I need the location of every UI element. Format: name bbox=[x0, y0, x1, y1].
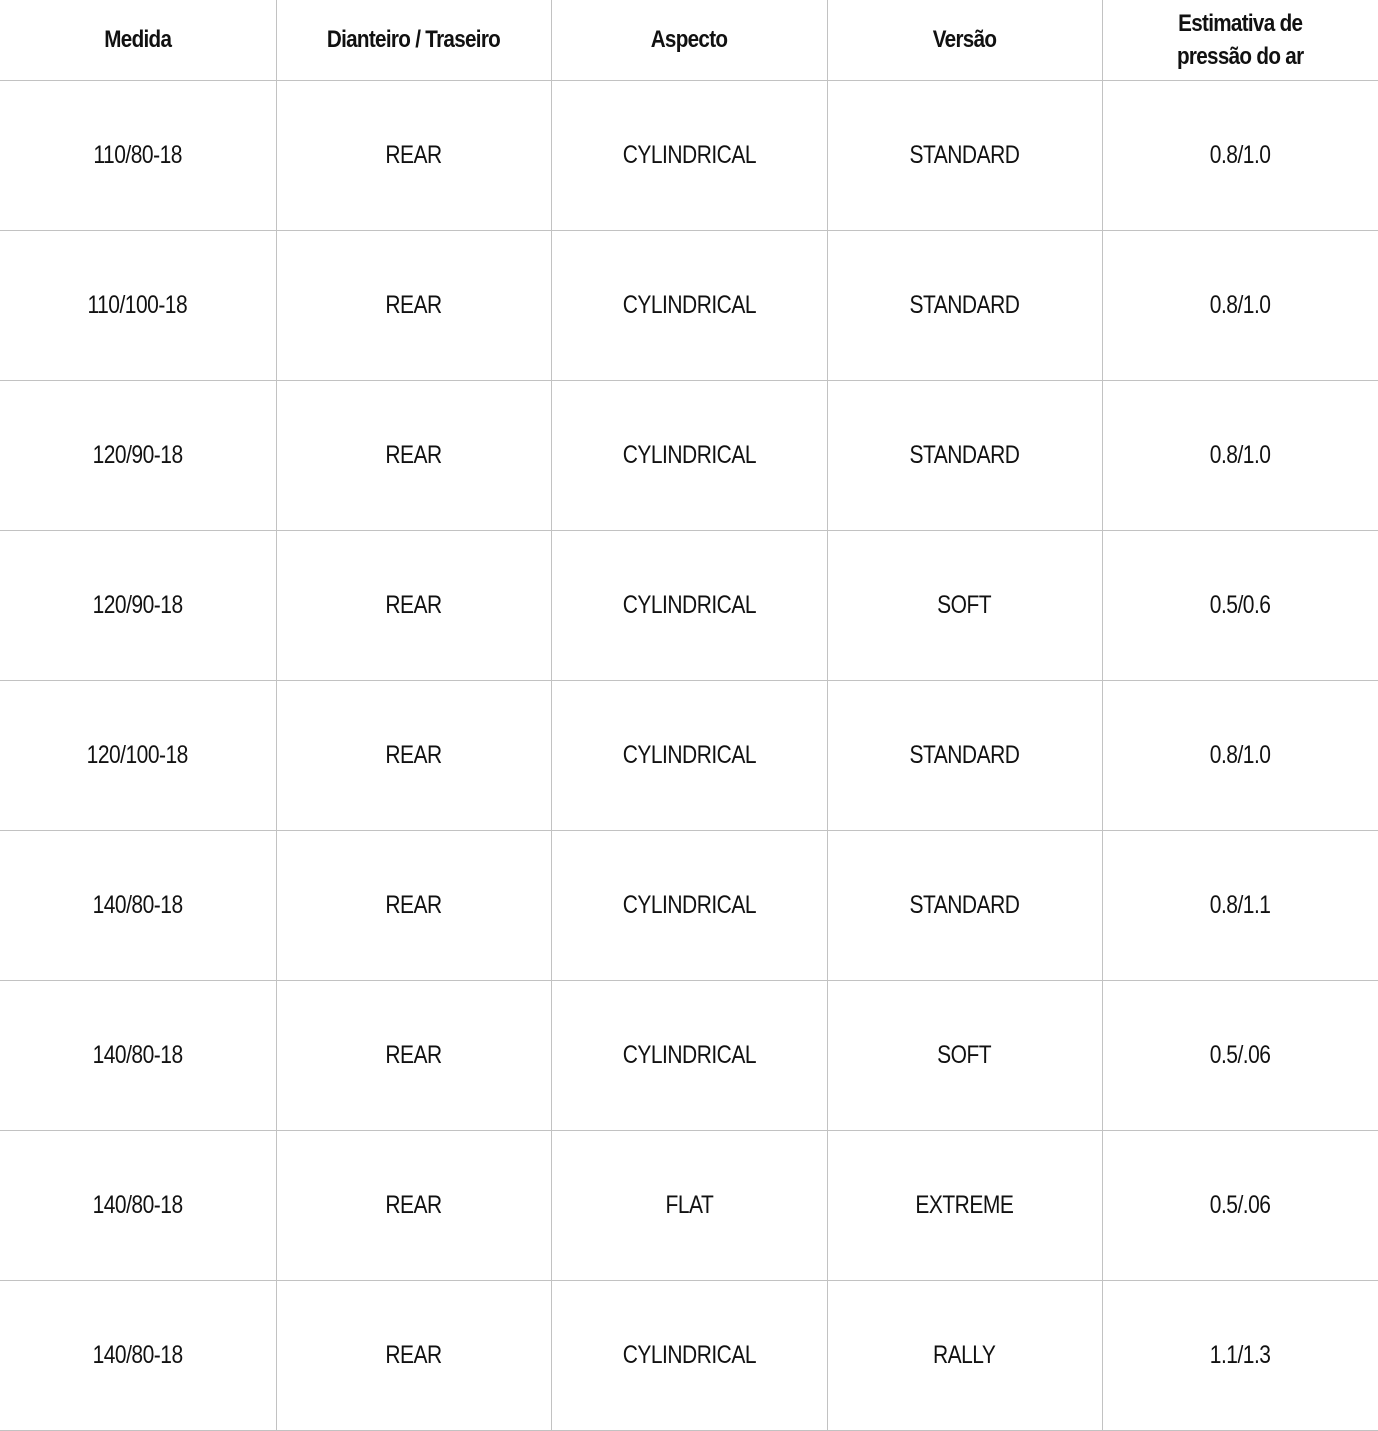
table-row bbox=[0, 380, 1378, 530]
cell-value: STANDARD bbox=[909, 140, 1020, 169]
cell-value: REAR bbox=[385, 1040, 442, 1069]
cell-medida bbox=[0, 530, 276, 680]
cell-medida bbox=[0, 980, 276, 1130]
cell-versao bbox=[827, 380, 1102, 530]
table-body bbox=[0, 80, 1378, 1430]
cell-pressao bbox=[1102, 1130, 1378, 1280]
cell-value: REAR bbox=[385, 740, 442, 769]
cell-value: 140/80-18 bbox=[92, 1040, 183, 1069]
cell-medida bbox=[0, 380, 276, 530]
cell-versao bbox=[827, 830, 1102, 980]
cell-value: 140/80-18 bbox=[92, 1190, 183, 1219]
cell-posicao bbox=[276, 680, 551, 830]
cell-posicao bbox=[276, 830, 551, 980]
cell-aspecto bbox=[551, 830, 827, 980]
cell-posicao bbox=[276, 530, 551, 680]
cell-value: REAR bbox=[385, 1340, 442, 1369]
table-row bbox=[0, 680, 1378, 830]
table-row bbox=[0, 80, 1378, 230]
cell-value: REAR bbox=[385, 1190, 442, 1219]
cell-aspecto bbox=[551, 230, 827, 380]
cell-posicao bbox=[276, 1130, 551, 1280]
cell-value: FLAT bbox=[665, 1190, 713, 1219]
cell-value: CYLINDRICAL bbox=[622, 440, 756, 469]
cell-value: 120/100-18 bbox=[87, 740, 189, 769]
header-label: Medida bbox=[104, 26, 172, 54]
table-row bbox=[0, 1130, 1378, 1280]
table-header bbox=[0, 0, 1378, 80]
cell-value: STANDARD bbox=[909, 740, 1020, 769]
cell-posicao bbox=[276, 80, 551, 230]
cell-versao bbox=[827, 980, 1102, 1130]
cell-value: 0.8/1.0 bbox=[1209, 440, 1271, 469]
cell-posicao bbox=[276, 980, 551, 1130]
cell-versao bbox=[827, 80, 1102, 230]
cell-value: 0.5/.06 bbox=[1209, 1190, 1271, 1219]
cell-value: CYLINDRICAL bbox=[622, 1340, 756, 1369]
cell-value: 0.8/1.0 bbox=[1209, 740, 1271, 769]
cell-versao bbox=[827, 680, 1102, 830]
cell-value: 0.5/.06 bbox=[1209, 1040, 1271, 1069]
cell-pressao bbox=[1102, 830, 1378, 980]
header-label: Dianteiro / Traseiro bbox=[326, 26, 501, 54]
header-versao bbox=[846, 0, 1083, 80]
cell-value: EXTREME bbox=[915, 1190, 1014, 1219]
header-label: Aspecto bbox=[650, 26, 728, 54]
cell-value: REAR bbox=[385, 290, 442, 319]
cell-value: STANDARD bbox=[909, 440, 1020, 469]
table-row bbox=[0, 980, 1378, 1130]
cell-aspecto bbox=[551, 1130, 827, 1280]
table-row bbox=[0, 230, 1378, 380]
cell-pressao bbox=[1102, 230, 1378, 380]
cell-value: CYLINDRICAL bbox=[622, 890, 756, 919]
cell-medida bbox=[0, 230, 276, 380]
header-pressao bbox=[1121, 0, 1358, 80]
cell-value: RALLY bbox=[933, 1340, 996, 1369]
header-label: Estimativa de pressão do ar bbox=[1177, 9, 1304, 70]
cell-value: 120/90-18 bbox=[92, 440, 183, 469]
cell-value: STANDARD bbox=[909, 890, 1020, 919]
header-dianteiro-traseiro bbox=[295, 0, 532, 80]
cell-value: 0.8/1.0 bbox=[1209, 290, 1271, 319]
cell-aspecto bbox=[551, 380, 827, 530]
cell-value: 110/100-18 bbox=[87, 290, 188, 319]
cell-versao bbox=[827, 230, 1102, 380]
cell-value: 120/90-18 bbox=[92, 590, 183, 619]
cell-value: CYLINDRICAL bbox=[622, 1040, 756, 1069]
cell-value: SOFT bbox=[937, 590, 992, 619]
header-medida bbox=[19, 0, 256, 80]
cell-aspecto bbox=[551, 980, 827, 1130]
cell-medida bbox=[0, 830, 276, 980]
cell-value: REAR bbox=[385, 890, 442, 919]
table-row bbox=[0, 1280, 1378, 1430]
cell-aspecto bbox=[551, 80, 827, 230]
cell-value: 140/80-18 bbox=[92, 890, 183, 919]
cell-value: STANDARD bbox=[909, 290, 1020, 319]
cell-aspecto bbox=[551, 680, 827, 830]
cell-value: CYLINDRICAL bbox=[622, 290, 756, 319]
cell-versao bbox=[827, 1130, 1102, 1280]
header-aspecto bbox=[570, 0, 807, 80]
cell-versao bbox=[827, 530, 1102, 680]
cell-pressao bbox=[1102, 380, 1378, 530]
cell-value: CYLINDRICAL bbox=[622, 740, 756, 769]
cell-medida bbox=[0, 1280, 276, 1430]
table-row bbox=[0, 530, 1378, 680]
cell-versao bbox=[827, 1280, 1102, 1430]
cell-aspecto bbox=[551, 1280, 827, 1430]
cell-value: REAR bbox=[385, 140, 442, 169]
cell-medida bbox=[0, 680, 276, 830]
cell-pressao bbox=[1102, 980, 1378, 1130]
cell-posicao bbox=[276, 230, 551, 380]
cell-posicao bbox=[276, 380, 551, 530]
cell-aspecto bbox=[551, 530, 827, 680]
cell-value: 0.8/1.0 bbox=[1209, 140, 1271, 169]
cell-value: 0.8/1.1 bbox=[1209, 890, 1271, 919]
cell-medida bbox=[0, 1130, 276, 1280]
cell-medida bbox=[0, 80, 276, 230]
cell-value: CYLINDRICAL bbox=[622, 140, 756, 169]
cell-pressao bbox=[1102, 80, 1378, 230]
cell-value: 0.5/0.6 bbox=[1209, 590, 1271, 619]
cell-pressao bbox=[1102, 680, 1378, 830]
cell-value: REAR bbox=[385, 440, 442, 469]
cell-posicao bbox=[276, 1280, 551, 1430]
cell-pressao bbox=[1102, 530, 1378, 680]
header-label: Versão bbox=[932, 26, 997, 54]
table-row bbox=[0, 830, 1378, 980]
cell-value: CYLINDRICAL bbox=[622, 590, 756, 619]
cell-pressao bbox=[1102, 1280, 1378, 1430]
cell-value: 110/80-18 bbox=[93, 140, 182, 169]
cell-value: REAR bbox=[385, 590, 442, 619]
header-row bbox=[0, 0, 1378, 80]
cell-value: SOFT bbox=[937, 1040, 992, 1069]
cell-value: 1.1/1.3 bbox=[1209, 1340, 1271, 1369]
cell-value: 140/80-18 bbox=[92, 1340, 183, 1369]
